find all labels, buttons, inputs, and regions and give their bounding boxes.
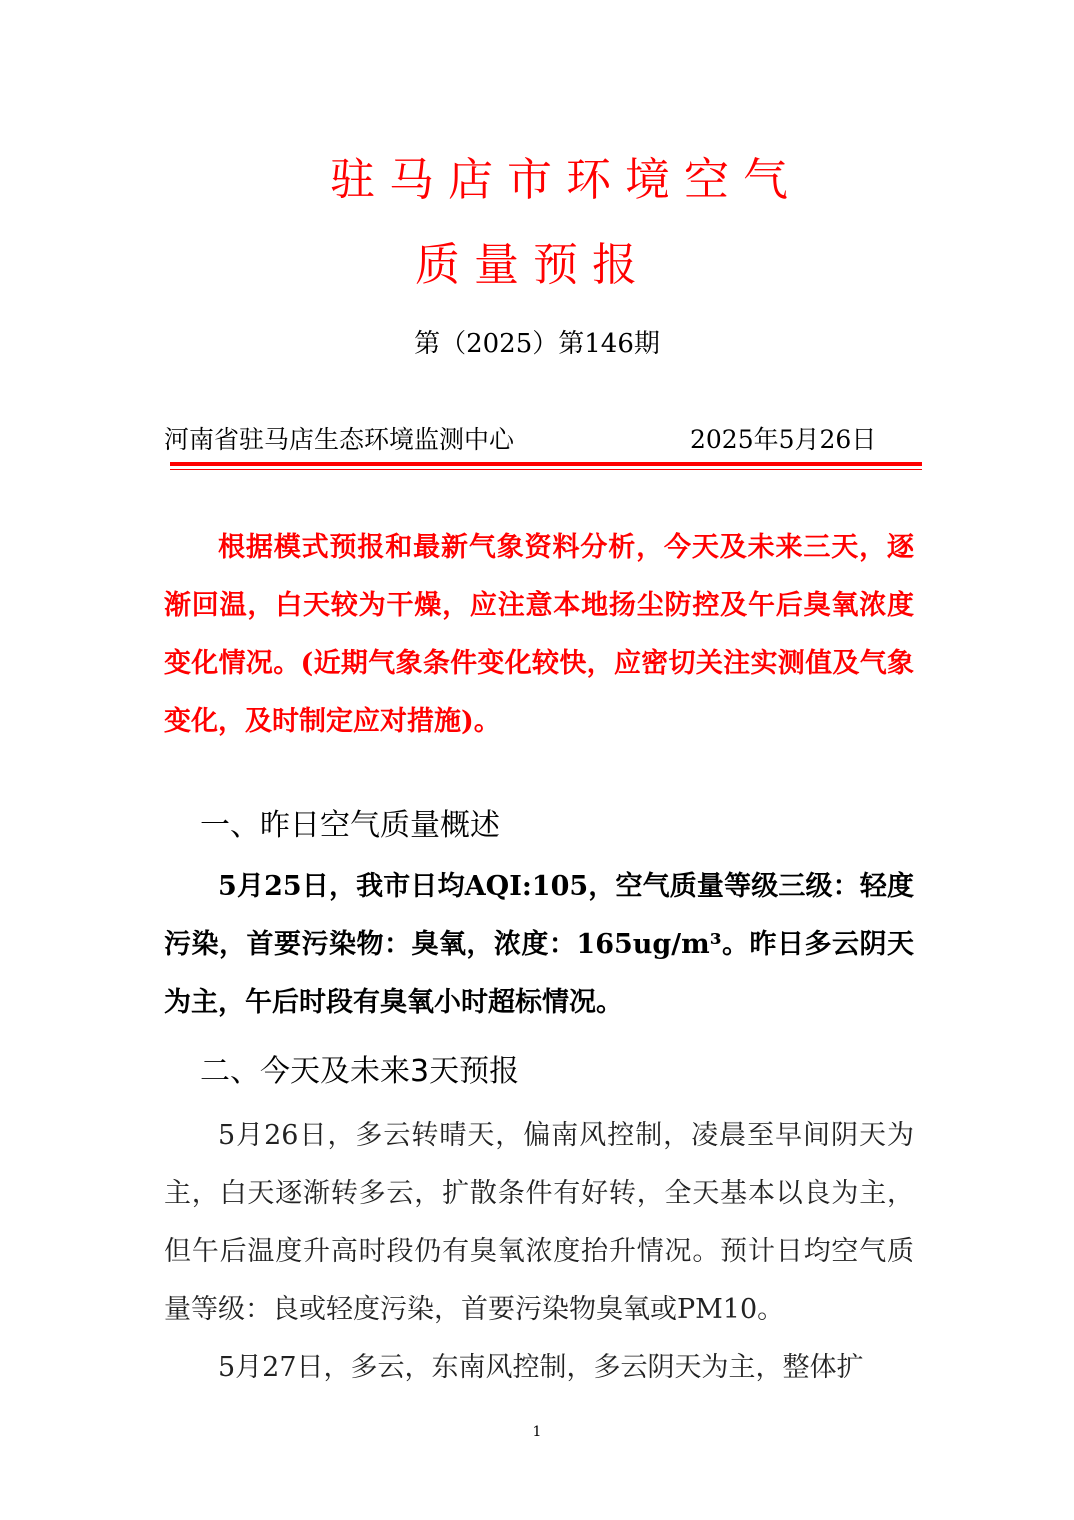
issue-date: 2025年5月26日 [690,425,877,454]
header-divider-thick [170,462,922,466]
header-divider-thin [170,469,922,470]
section-heading-yesterday: 一、昨日空气质量概述 [200,808,500,843]
forecast-paragraph-may-27: 5月27日，多云，东南风控制，多云阴天为主，整体扩 [218,1352,864,1383]
document-title-line-1: 驻马店市环境空气 [330,153,803,206]
forecast-paragraph-may-26: 5月26日，多云转晴天，偏南风控制，凌晨至早间阴天为主，白天逐渐转多云，扩散条件有好转，全天基本以良为主，但午后温度升高时段仍有臭氧浓度抬升情况。预计日均空气质量等级：良或轻度污染，首要污染物臭氧或PM10。 [164,1120,914,1325]
section-heading-forecast: 二、今天及未来3天预报 [200,1054,520,1089]
issuer-name: 河南省驻马店生态环境监测中心 [164,425,515,454]
document-title-line-2: 质量预报 [415,238,652,291]
yesterday-summary-paragraph: 5月25日，我市日均AQI:105，空气质量等级三级：轻度污染，首要污染物：臭氧，浓度：165ug/m³。昨日多云阴天为主，午后时段有臭氧小时超标情况。 [164,871,914,1018]
summary-paragraph: 根据模式预报和最新气象资料分析，今天及未来三天，逐渐回温，白天较为干燥，应注意本地扬尘防控及午后臭氧浓度变化情况。(近期气象条件变化较快，应密切关注实测值及气象变化，及时制定应对措施)。 [164,532,914,737]
issue-number: 第（2025）第146期 [414,329,660,359]
page-number: 1 [532,1424,542,1440]
